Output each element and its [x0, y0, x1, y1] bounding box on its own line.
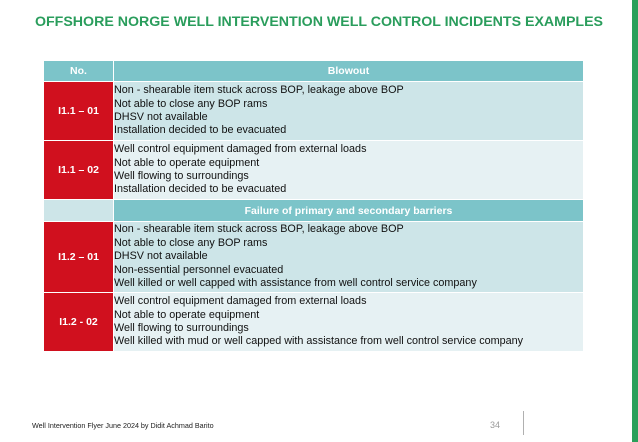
description-line: DHSV not available: [114, 111, 208, 123]
column-header-blowout: Blowout: [114, 61, 584, 82]
description-line: Not able to operate equipment: [114, 308, 260, 321]
description-line: Installation decided to be evacuated: [114, 124, 287, 137]
incident-description: [114, 82, 584, 141]
accent-bar: [632, 0, 638, 442]
description-line: DHSV not available: [114, 250, 208, 263]
table-row: [44, 293, 584, 352]
description-line: Well control equipment damaged from external loads: [114, 143, 367, 156]
description-line: Non - shearable item stuck across BOP, leakage above BOP: [114, 84, 404, 97]
column-header-no: No.: [44, 61, 114, 82]
incident-id: I1.1 – 02: [44, 141, 114, 200]
description-line: Well killed with mud or well capped with assistance from well control service company: [114, 335, 524, 348]
page-title: OFFSHORE NORGE WELL INTERVENTION WELL CONTROL INCIDENTS EXAMPLES: [34, 14, 604, 30]
section-spacer: [44, 200, 114, 222]
description-line: Not able to operate equipment: [114, 156, 260, 169]
table-header-row: [44, 61, 584, 82]
description-line: Not able to close any BOP rams: [114, 236, 268, 249]
description-line: Non - shearable item stuck across BOP, leakage above BOP: [114, 223, 404, 236]
table-row: [44, 141, 584, 200]
incident-description: [114, 222, 584, 293]
section-title: Failure of primary and secondary barriers: [114, 200, 584, 222]
table-row: [44, 82, 584, 141]
description-line: Not able to close any BOP rams: [114, 97, 268, 110]
incidents-table: [43, 60, 584, 352]
incident-description: [114, 141, 584, 200]
incident-id: I1.2 - 02: [44, 293, 114, 352]
footer-text: Well Intervention Flyer June 2024 by Didit Achmad Barito: [32, 421, 214, 430]
incident-id: I1.1 – 01: [44, 82, 114, 141]
section-header-row: [44, 200, 584, 222]
description-line: Installation decided to be evacuated: [114, 183, 287, 196]
description-line: Well killed or well capped with assistance from well control service company: [114, 277, 477, 290]
description-line: Well flowing to surroundings: [114, 170, 249, 182]
incident-id: I1.2 – 01: [44, 222, 114, 293]
description-line: Well flowing to surroundings: [114, 322, 249, 334]
description-line: Well control equipment damaged from external loads: [114, 295, 367, 308]
incident-description: [114, 293, 584, 352]
description-line: Non-essential personnel evacuated: [114, 263, 284, 276]
footer-divider: [523, 411, 524, 435]
page-number: 34: [490, 420, 501, 430]
table-row: [44, 222, 584, 293]
